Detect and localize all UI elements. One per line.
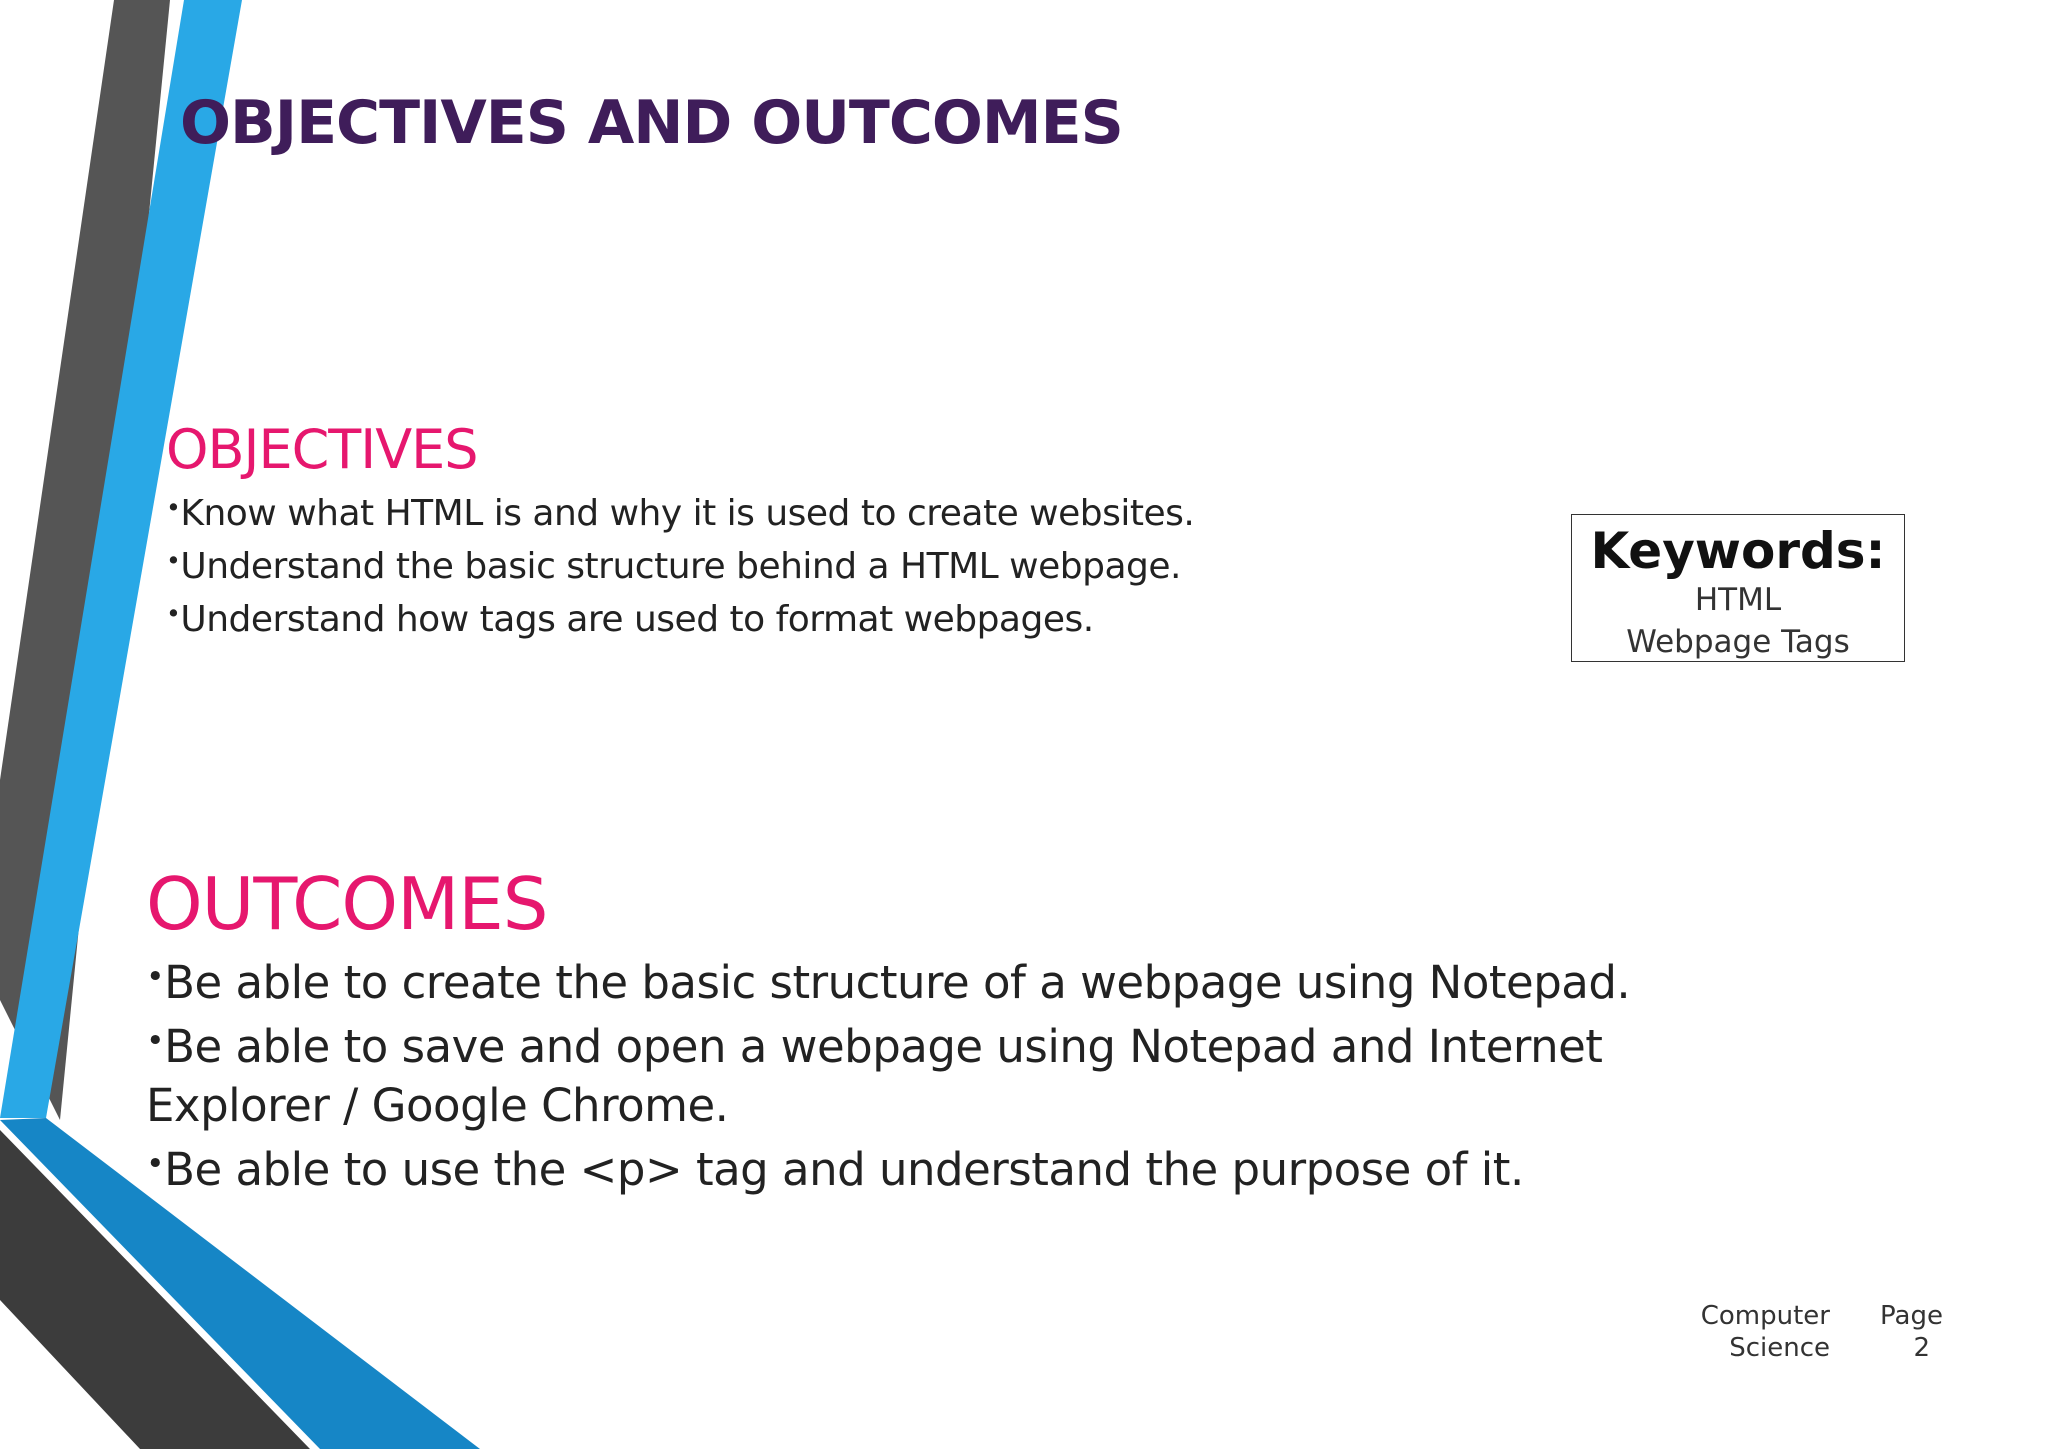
objective-item [166,537,1216,590]
outcome-text: Be able to use the <p> tag and understand the purpose of it. [164,1143,1524,1197]
objective-text: Know what HTML is and why it is used to create websites. [180,492,1195,534]
objective-text: Understand how tags are used to format webpages. [180,598,1094,640]
bullet-icon: • [146,1023,165,1060]
objective-item [166,484,1216,537]
keyword-item: HTML [1694,582,1782,618]
outcomes-heading: OUTCOMES [146,862,548,946]
keywords-box [1571,514,1905,662]
objective-text: Understand the basic structure behind a HTML webpage. [180,545,1181,587]
bullet-icon: • [166,598,181,628]
outcomes-list [146,948,1796,1199]
keywords-heading: Keywords: [1590,522,1886,580]
outcome-text: Be able to save and open a webpage using Notepad and Internet Explorer / Google Chrome. [146,1020,1603,1133]
footer-page-number: Page 2 [1880,1301,1943,1363]
footer-subject: Computer Science [1700,1301,1830,1363]
bullet-icon: • [146,959,165,995]
bullet-icon: • [166,545,181,575]
slide-title: OBJECTIVES AND OUTCOMES [180,88,1123,158]
objectives-heading: OBJECTIVES [166,418,478,481]
bullet-icon: • [146,1146,165,1183]
objective-item [166,590,1216,643]
outcome-item [146,948,1796,1012]
outcomes-section [146,862,1796,1199]
objectives-section [166,420,1216,642]
outcome-text: Be able to create the basic structure of a webpage using Notepad. [164,956,1631,1010]
outcome-item [146,1012,1796,1135]
top-gray-stripe [0,0,170,1120]
bullet-icon: • [166,493,181,522]
outcome-item [146,1135,1796,1199]
keyword-item: Webpage Tags [1626,624,1850,660]
objectives-list [166,484,1216,642]
